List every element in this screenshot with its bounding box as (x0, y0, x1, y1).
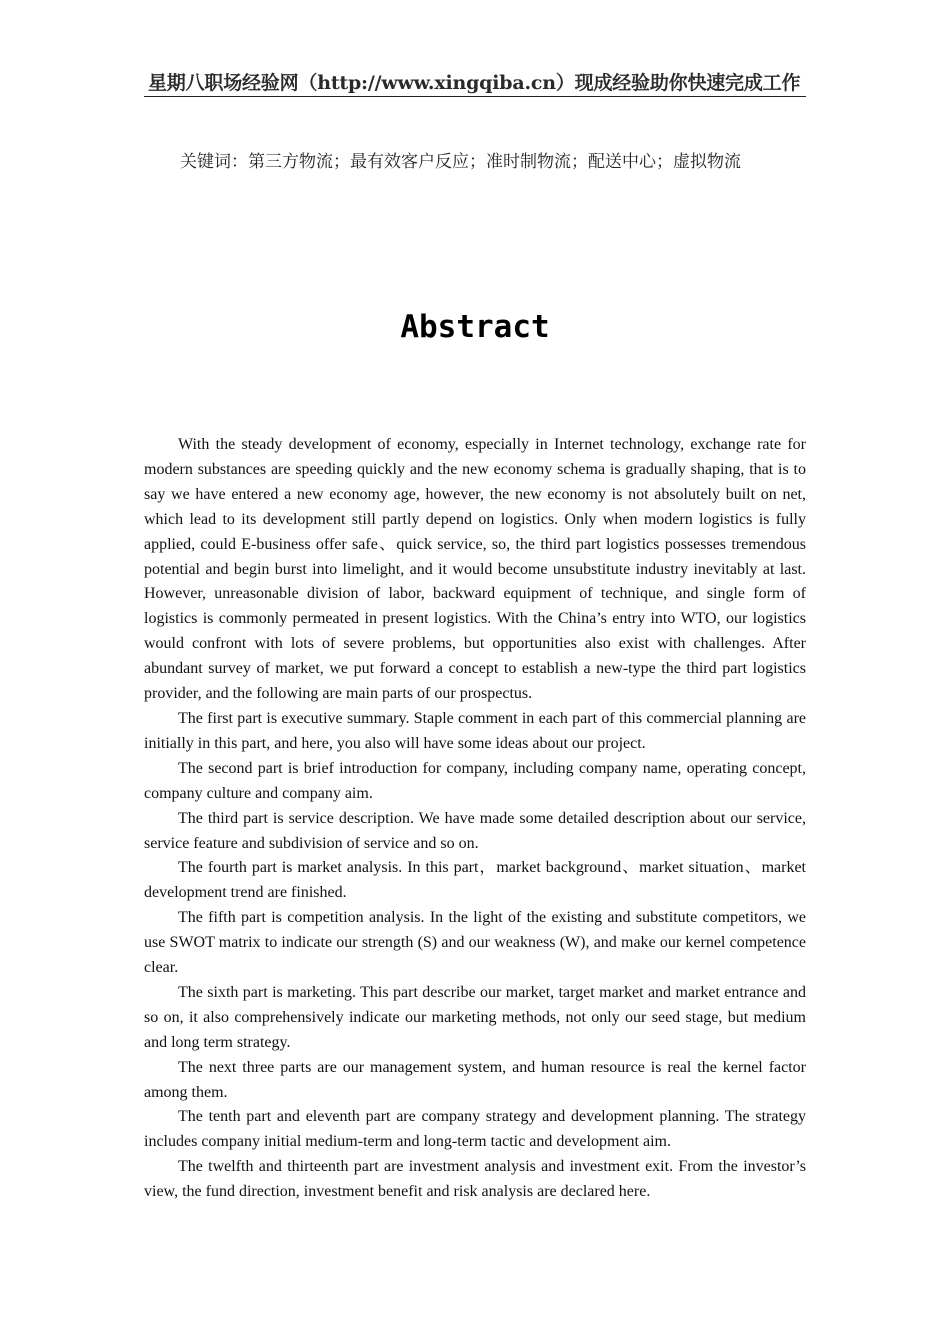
keywords-line: 关键词：第三方物流；最有效客户反应；准时制物流；配送中心；虚拟物流 (180, 152, 741, 172)
abstract-paragraph: The tenth part and eleventh part are company strategy and development planning. The strategy includes company initial medium-term and long-term tactic and development aim. (144, 1108, 806, 1151)
abstract-paragraph: The fourth part is market analysis. In this part，market background、market situation、market development trend are finished. (144, 859, 806, 902)
abstract-paragraph: The twelfth and thirteenth part are investment analysis and investment exit. From the investor’s view, the fund direction, investment benefit and risk analysis are declared here. (144, 1158, 806, 1201)
page-header (144, 66, 806, 97)
header-banner-text: 星期八职场经验网（http://www.xingqiba.cn）现成经验助你快速完成工作 (148, 72, 801, 94)
abstract-title: Abstract (400, 309, 550, 345)
abstract-paragraph: The third part is service description. We have made some detailed description about our service, service feature and subdivision of service and so on. (144, 809, 806, 852)
abstract-paragraph: The second part is brief introduction for company, including company name, operating concept, company culture and company aim. (144, 759, 806, 802)
abstract-body (144, 433, 806, 1205)
abstract-paragraph: The fifth part is competition analysis. In the light of the existing and substitute competitors, we use SWOT matrix to indicate our strength (S) and our weakness (W), and make our kernel competence clear. (144, 909, 806, 977)
abstract-paragraph: The sixth part is marketing. This part describe our market, target market and market entrance and so on, it also comprehensively indicate our marketing methods, not only our seed stage, but medium and long term strategy. (144, 983, 806, 1051)
abstract-paragraph: With the steady development of economy, especially in Internet technology, exchange rate for modern substances are speeding quickly and the new economy schema is gradually shaping, that is to say we have entered a new economy age, however, the new economy is not absolutely built on net, which lead to its development still partly depend on logistics. Only when modern logistics is fully applied, could E-business offer safe、quick service, so, the third part logistics possesses tremendous potential and begin burst into limelight, and it would become unsubstitute industry inevitably at last. However, unreasonable division of labor, backward equipment of technique, and single form of logistics is commonly permeated in present logistics. With the China’s entry into WTO, our logistics would confront with lots of severe problems, but opportunities also exist with challenges. After abundant survey of market, we put forward a concept to establish a new-type the third part logistics provider, and the following are main parts of our prospectus. (144, 436, 806, 703)
abstract-paragraph: The next three parts are our management system, and human resource is real the kernel factor among them. (144, 1058, 806, 1101)
abstract-paragraph: The first part is executive summary. Staple comment in each part of this commercial planning are initially in this part, and here, you also will have some ideas about our project. (144, 709, 806, 752)
